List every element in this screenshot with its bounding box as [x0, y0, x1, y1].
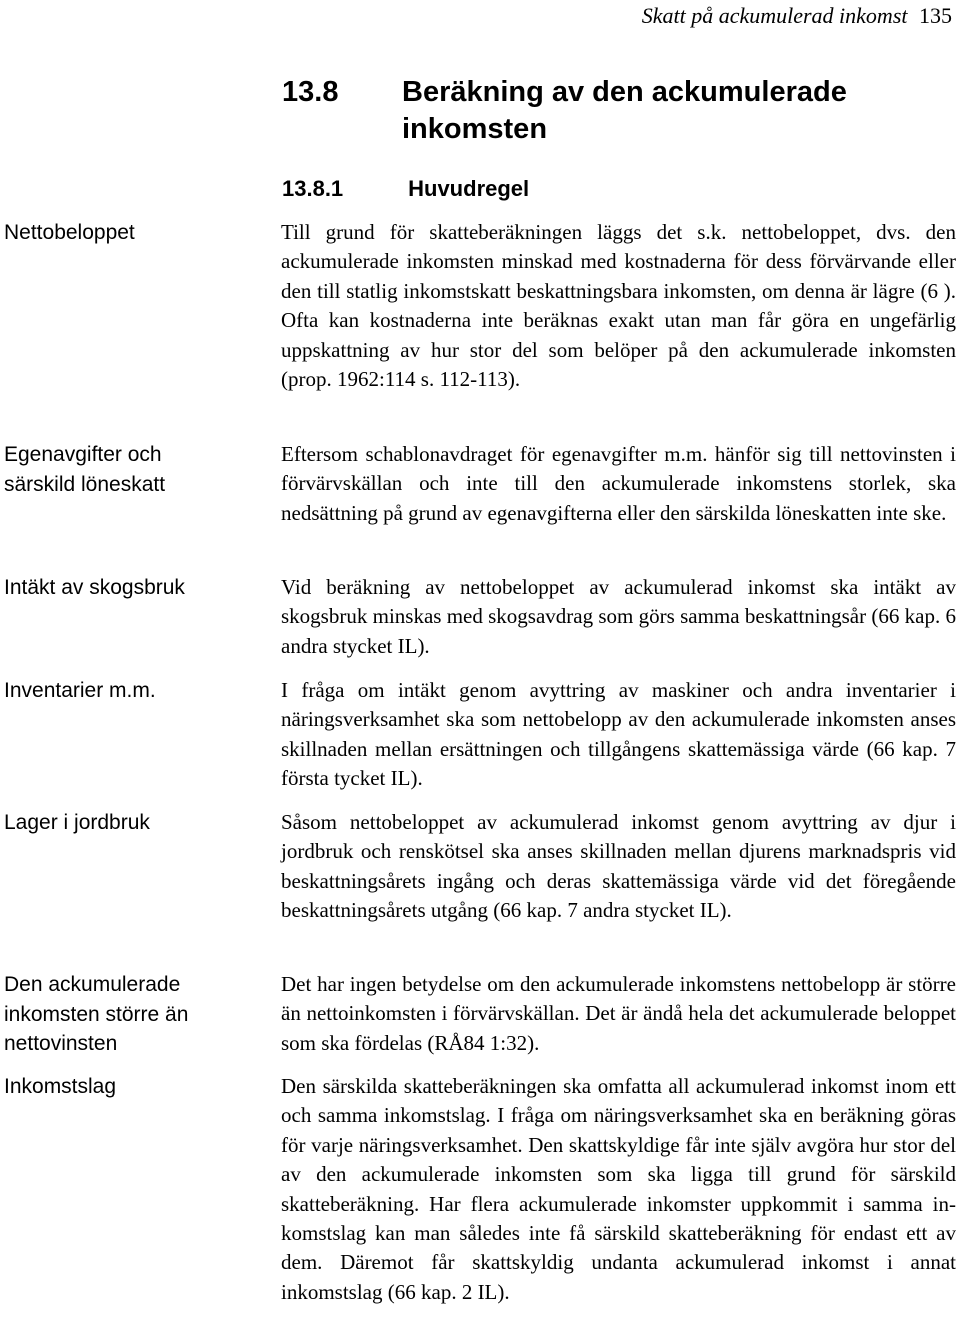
- subsection-heading: [282, 174, 529, 204]
- paragraph-lager-jordbruk: Såsom nettobeloppet av ackumulerad inkomst genom avyttring av djur i jordbruk och renskötsel ska anses skillnaden mellan djurens marknadspris vid beskattningsårets ingång och deras skattemässiga värde vid det föregående beskattningsårets utgång (66 kap. 7 andra stycket IL).: [281, 810, 956, 923]
- paragraph-skogsbruk: Vid beräkning av nettobeloppet av ackumulerad inkomst ska intäkt av skogsbruk minskas med skogsavdrag som görs samma beskattningsår (66 kap. 6 andra stycket IL).: [281, 575, 956, 658]
- margin-note-lager-jordbruk: Lager i jordbruk: [4, 811, 150, 834]
- margin-note-egenavgifter: Egenavgifter och särskild löneskatt: [4, 443, 166, 496]
- margin-note-storre-an-nettovinsten: Den ackumulerade inkomsten större än nettovinsten: [4, 973, 189, 1055]
- margin-note-skogsbruk: Intäkt av skogsbruk: [4, 576, 185, 599]
- margin-note-inkomstslag: Inkomstslag: [4, 1075, 117, 1098]
- paragraph-storre-an-nettovinsten: Det har ingen betydelse om den ackumulerade inkomstens nettobelopp är större än nettoinkomsten i förvärvskällan. Det är ändå hela det ackumulerade beloppet som ska fördelas (RÅ84 1:32).: [281, 972, 956, 1055]
- paragraph-inventarier: I fråga om intäkt genom avyttring av maskiner och andra inventarier i näringsverksamhet ska som nettobelopp av den ackumulerade inkomsten anses skillnaden mellan ersättningen och tillgångens skattemässiga värde (66 kap. 7 första tycket IL).: [281, 678, 956, 791]
- subsection-number: 13.8.1: [282, 176, 344, 201]
- running-title: Skatt på ackumulerad inkomst: [641, 3, 908, 28]
- paragraph-egenavgifter: Eftersom schablonavdraget för egenavgifter m.m. hänför sig till nettovinsten i förvärvskällan och inte till den ackumulerade inkomstens storlek, ska nedsättning på grund av egenavgifterna eller den särskilda löneskatten inte ske.: [281, 442, 956, 525]
- page-number: 135: [919, 3, 952, 28]
- paragraph-nettobeloppet: Till grund för skatteberäkningen läggs det s.k. nettobeloppet, dvs. den ackumulerade inkomsten minskad med kostnaderna för dess förvärvande eller den till statlig inkomstskatt beskattningsbara inkomsten, om denna är lägre (6 ). Ofta kan kostnaderna inte beräknas exakt utan man får göra en ungefärlig uppskattning av hur stor del som belöper på den ackumulerade inkomsten (prop. 1962:114 s. 112-113).: [281, 220, 956, 392]
- paragraph-inkomstslag: Den särskilda skatteberäkningen ska omfatta all ackumulerad inkomst inom ett och samma inkomstslag. I fråga om näringsverksamhet ska en beräkning göras för varje näringsverksamhet. Den skattskyldige får inte själv avgöra hur stor del av den ackumulerade inkomsten som ska ligga till grund för särskild skatteberäkning. Har flera ackumulerade inkomster uppkommit i samma inkomstslag kan man således inte få särskild skatteberäkning för endast ett av dem. Däremot får skattskyldig undanta ackumulerad inkomst i annat inkomstslag (66 kap. 2 IL).: [281, 1074, 956, 1304]
- margin-note-inventarier: Inventarier m.m.: [4, 679, 156, 702]
- section-title: Beräkning av den ackumulerade inkomsten: [402, 76, 847, 145]
- running-header: [642, 2, 952, 30]
- section-heading: [282, 74, 922, 148]
- subsection-title: Huvudregel: [408, 176, 530, 201]
- margin-note-nettobeloppet: Nettobeloppet: [4, 221, 135, 244]
- section-number: 13.8: [282, 76, 339, 108]
